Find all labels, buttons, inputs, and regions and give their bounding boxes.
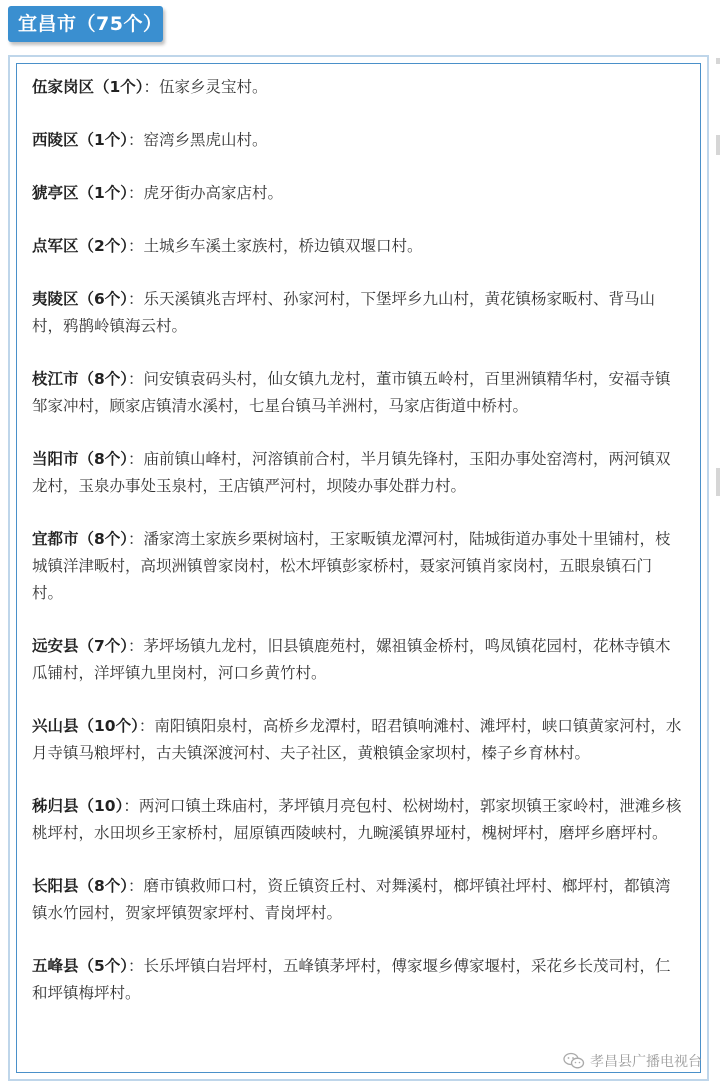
district-name: 伍家岗区（1个）: [32, 78, 144, 96]
district-entry: [32, 446, 682, 500]
district-name: 秭归县（10）: [32, 797, 124, 815]
district-name: 猇亭区（1个）: [32, 184, 129, 202]
page-title: 宜昌市（75个）: [8, 6, 163, 42]
district-entry: [32, 180, 682, 207]
district-name: 夷陵区（6个）: [32, 290, 129, 308]
district-entry: [32, 127, 682, 154]
district-name: 当阳市（8个）: [32, 450, 129, 468]
village-list: ：伍家乡灵宝村。: [143, 78, 268, 96]
district-entry: [32, 74, 682, 101]
district-entry: [32, 713, 682, 767]
village-list: ：窑湾乡黑虎山村。: [128, 131, 268, 149]
village-list: ：潘家湾土家族乡栗树垴村，王家畈镇龙潭河村，陆城街道办事处十里铺村，枝城镇洋津畈村，高坝洲镇曾家岗村，松木坪镇彭家桥村，聂家河镇肖家岗村，五眼泉镇石门村。: [32, 530, 671, 602]
district-entry: [32, 286, 682, 340]
district-name: 西陵区（1个）: [32, 131, 129, 149]
village-list: ：乐天溪镇兆吉坪村、孙家河村，下堡坪乡九山村，黄花镇杨家畈村、背马山村，鸦鹊岭镇海云村。: [32, 290, 656, 335]
village-list: ：问安镇袁码头村，仙女镇九龙村，董市镇五岭村，百里洲镇精华村，安福寺镇邹家冲村，顾家店镇清水溪村，七星台镇马羊洲村，马家店街道中桥村。: [32, 370, 671, 415]
district-name: 远安县（7个）: [32, 637, 129, 655]
district-name: 长阳县（8个）: [32, 877, 129, 895]
district-name: 五峰县（5个）: [32, 957, 129, 975]
district-entry: [32, 953, 682, 1007]
content-inner-frame: [16, 63, 701, 1073]
district-entry: [32, 633, 682, 687]
district-entry: [32, 526, 682, 607]
village-list: ：长乐坪镇白岩坪村，五峰镇茅坪村，傅家堰乡傅家堰村，采花乡长茂司村，仁和坪镇梅坪村。: [32, 957, 671, 1002]
district-entry: [32, 366, 682, 420]
content-panel: [8, 55, 709, 1081]
village-list: ：两河口镇土珠庙村，茅坪镇月亮包村、松树坳村，郭家坝镇王家岭村，泄滩乡核桃坪村，水田坝乡王家桥村，屈原镇西陵峡村，九畹溪镇界垭村，槐树坪村，磨坪乡磨坪村。: [32, 797, 682, 842]
edge-mark: [716, 58, 720, 64]
village-list: ：虎牙街办高家店村。: [128, 184, 284, 202]
village-list: ：土城乡车溪土家族村，桥边镇双堰口村。: [128, 237, 423, 255]
district-list: [32, 74, 682, 1007]
watermark: [563, 1051, 702, 1071]
wechat-icon: [563, 1052, 585, 1070]
edge-mark: [716, 135, 720, 155]
village-list: ：南阳镇阳泉村，高桥乡龙潭村，昭君镇响滩村、滩坪村，峡口镇黄家河村，水月寺镇马粮坪村，古夫镇深渡河村、夫子社区，黄粮镇金家坝村，榛子乡育林村。: [32, 717, 682, 762]
district-name: 宜都市（8个）: [32, 530, 129, 548]
district-name: 兴山县（10个）: [32, 717, 139, 735]
village-list: ：磨市镇救师口村，资丘镇资丘村、对舞溪村，榔坪镇社坪村、榔坪村，都镇湾镇水竹园村，贺家坪镇贺家坪村、青岗坪村。: [32, 877, 671, 922]
edge-mark: [716, 468, 720, 496]
village-list: ：庙前镇山峰村，河溶镇前合村，半月镇先锋村，玉阳办事处窑湾村，两河镇双龙村，玉泉办事处玉泉村，王店镇严河村，坝陵办事处群力村。: [32, 450, 671, 495]
district-name: 点军区（2个）: [32, 237, 129, 255]
district-name: 枝江市（8个）: [32, 370, 129, 388]
district-entry: [32, 793, 682, 847]
district-entry: [32, 233, 682, 260]
village-list: ：茅坪场镇九龙村，旧县镇鹿苑村，嫘祖镇金桥村，鸣凤镇花园村，花林寺镇木瓜铺村，洋坪镇九里岗村，河口乡黄竹村。: [32, 637, 671, 682]
watermark-text: 孝昌县广播电视台: [590, 1054, 702, 1070]
district-entry: [32, 873, 682, 927]
